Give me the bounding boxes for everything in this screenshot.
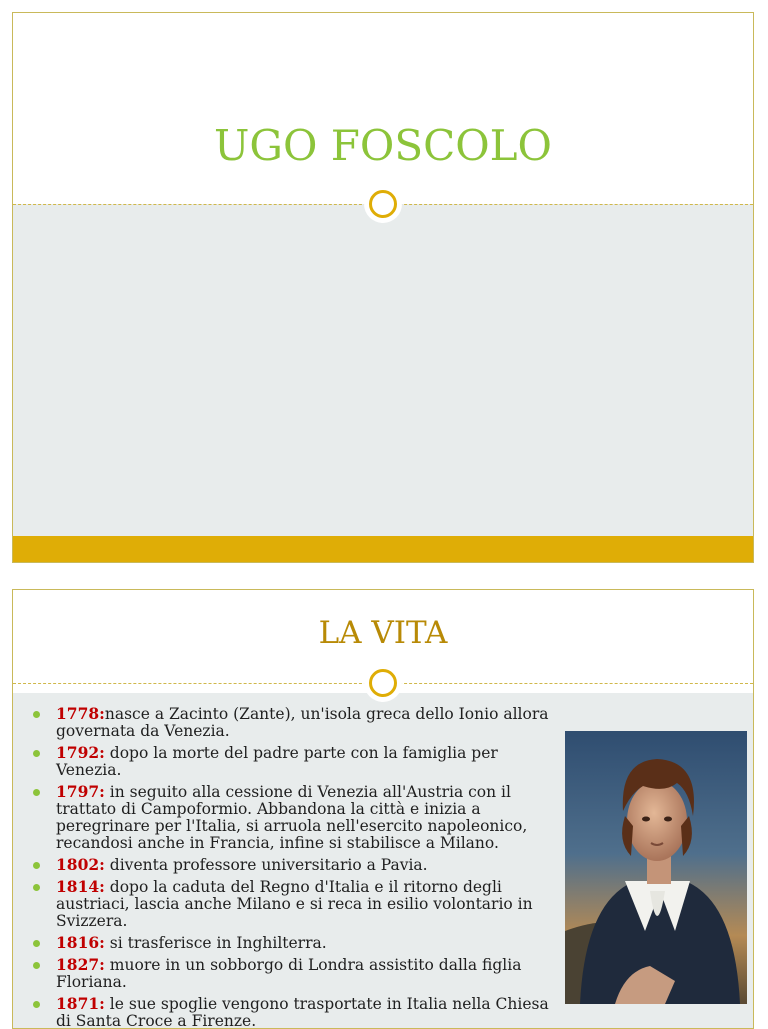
ring-ornament-icon (364, 664, 402, 702)
timeline-year: 1792: (56, 743, 105, 762)
timeline-text: dopo la caduta del Regno d'Italia e il ritorno degli austriaci, lascia anche Milano e si reca in esilio volontario in Svizzera. (56, 878, 533, 930)
timeline-text: diventa professore universitario a Pavia. (104, 856, 428, 874)
timeline-year: 1871: (56, 994, 105, 1013)
slide-title: UGO FOSCOLO (214, 121, 552, 170)
list-item (31, 934, 561, 952)
bullet-icon (33, 862, 40, 869)
timeline-text: si trasferisce in Inghilterra. (104, 934, 327, 952)
list-item (31, 783, 561, 852)
timeline-text: dopo la morte del padre parte con la famiglia per Venezia. (56, 744, 498, 779)
bullet-icon (33, 1001, 40, 1008)
bullet-icon (33, 962, 40, 969)
timeline-list (31, 705, 561, 1029)
portrait-image (565, 731, 747, 1004)
timeline-year: 1802: (56, 855, 105, 874)
ring-ornament-icon (364, 185, 402, 223)
slide-title: LA VITA (318, 615, 448, 651)
timeline-text: le sue spoglie vengono trasportate in Italia nella Chiesa di Santa Croce a Firenze. (56, 995, 549, 1029)
list-item (31, 956, 561, 991)
timeline-year: 1816: (56, 933, 105, 952)
timeline-year: 1778: (56, 704, 105, 723)
title-slide (12, 12, 754, 563)
bullet-icon (33, 750, 40, 757)
footer-bar (13, 536, 753, 562)
title-area (13, 13, 753, 204)
bullet-icon (33, 789, 40, 796)
timeline-year: 1827: (56, 955, 105, 974)
timeline-text: nasce a Zacinto (Zante), un'isola greca dello Ionio allora governata da Venezia. (56, 705, 549, 740)
life-slide (12, 589, 754, 1029)
list-item (31, 705, 561, 740)
timeline-text: muore in un sobborgo di Londra assistito dalla figlia Floriana. (56, 956, 522, 991)
bullet-icon (33, 884, 40, 891)
list-item (31, 744, 561, 779)
list-item (31, 878, 561, 930)
bullet-icon (33, 940, 40, 947)
timeline-year: 1814: (56, 877, 105, 896)
timeline-text: in seguito alla cessione di Venezia all'Austria con il trattato di Campoformio. Abbandona la città e inizia a peregrinare per l'Italia, si arruola nell'esercito napoleonico, recandosi anche in Francia, infine si stabilisce a Milano. (56, 783, 528, 852)
list-item (31, 856, 561, 874)
bullet-icon (33, 711, 40, 718)
timeline-year: 1797: (56, 782, 105, 801)
content-area (13, 204, 753, 537)
